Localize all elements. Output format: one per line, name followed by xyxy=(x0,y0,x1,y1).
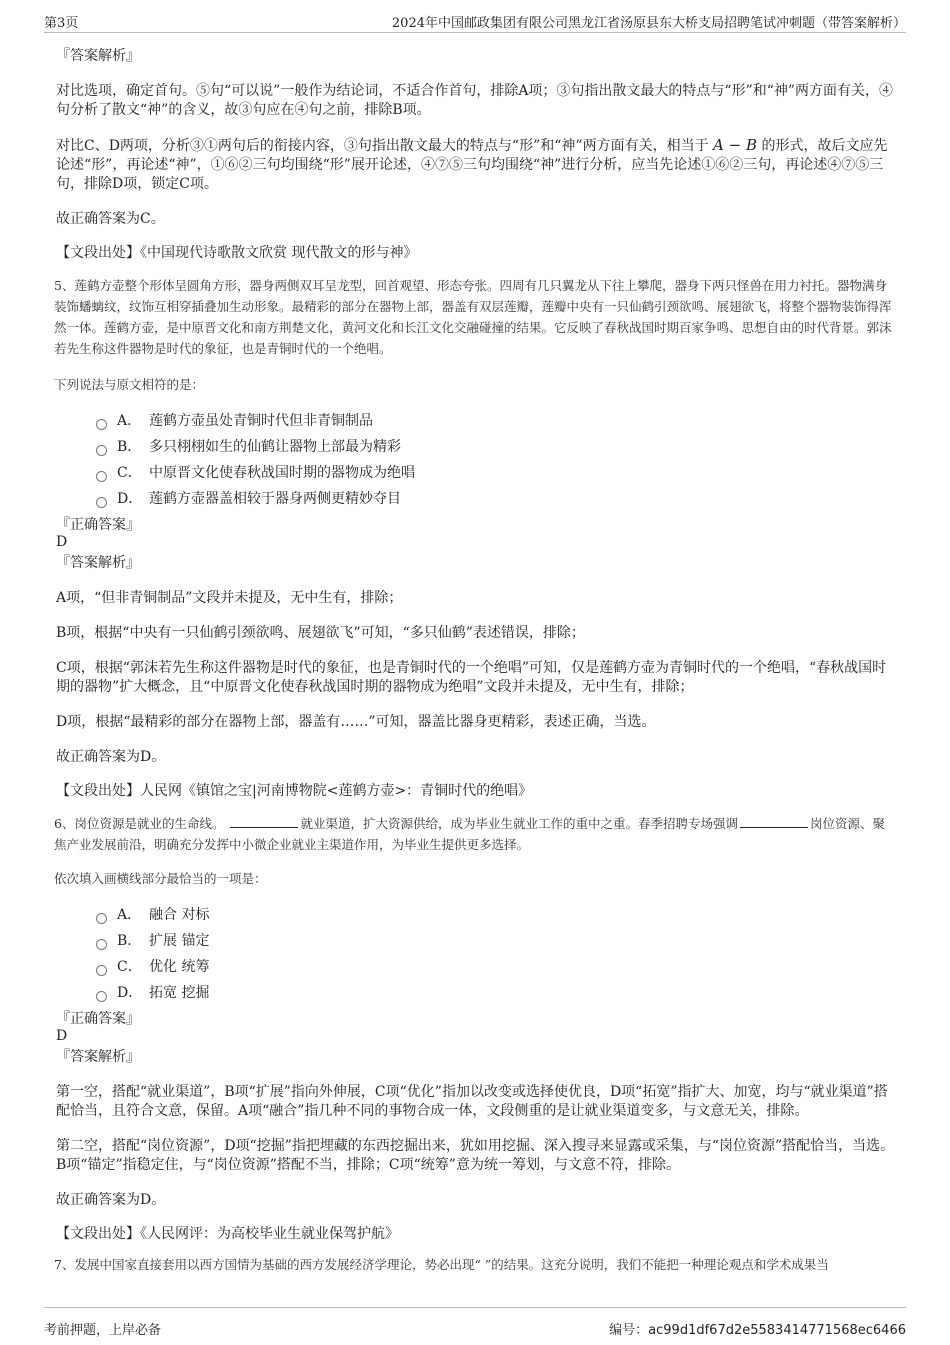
radio-icon[interactable] xyxy=(96,419,107,430)
header-divider xyxy=(44,32,906,33)
q6-conclusion: 故正确答案为D。 xyxy=(56,1192,166,1208)
radio-icon[interactable] xyxy=(96,471,107,482)
q6-text: 6、岗位资源是就业的生命线。 就业渠道，扩大资源供给，成为毕业生就业工作的重中之重。春季招聘专场强调 岗位资源、聚焦产业发展前沿，明确充分发挥中小微企业就业主渠道作用，为毕业生提供更多选择。 xyxy=(54,816,885,852)
q5-analysis-b: B项，根据“中央有一只仙鹤引颈欲鸣、展翅欲飞”可知，“多只仙鹤”表述错误，排除； xyxy=(56,625,585,641)
q5-conclusion: 故正确答案为D。 xyxy=(56,749,166,765)
fill-blank-1 xyxy=(230,815,298,828)
radio-icon[interactable] xyxy=(96,497,107,508)
q6-correct-answer: D xyxy=(56,1028,68,1044)
radio-icon[interactable] xyxy=(96,939,107,950)
radio-icon[interactable] xyxy=(96,445,107,456)
q4-analysis-label: 『答案解析』 xyxy=(56,48,140,64)
document-id: 编号：ac99d1df67d2e5583414771568ec6466 xyxy=(609,1323,906,1338)
footer-divider xyxy=(44,1307,906,1308)
q4-source: 【文段出处】《中国现代诗歌散文欣赏 现代散文的形与神》 xyxy=(56,245,418,261)
document-title: 2024年中国邮政集团有限公司黑龙江省汤原县东大桥支局招聘笔试冲刺题（带答案解析） xyxy=(391,16,906,31)
q4-analysis-p2-a: 对比C、D两项，分析③①两句后的衔接内容，③句指出散文最大的特点与“形”和“神”两方面有关，相当于 xyxy=(56,138,709,154)
radio-icon[interactable] xyxy=(96,913,107,924)
page-header xyxy=(0,0,950,34)
page-number: 第3页 xyxy=(44,16,79,31)
q5-source: 【文段出处】人民网《镇馆之宝|河南博物院<莲鹤方壶>：青铜时代的绝唱》 xyxy=(56,783,533,799)
q5-analysis-a: A项，“但非青铜制品”文段并未提及，无中生有，排除； xyxy=(56,590,403,606)
q5-option-b[interactable]: B． 多只栩栩如生的仙鹤让器物上部最为精彩 xyxy=(96,433,896,459)
q6-prompt: 依次填入画横线部分最恰当的一项是： xyxy=(54,871,267,886)
math-expression: A − B xyxy=(713,136,757,154)
q5-text: 5、莲鹤方壶整个形体呈圆角方形，器身两侧双耳呈龙型，回首观望、形态夸张。四周有几只翼龙从下往上攀爬，器身下两只怪兽在用力衬托。器物满身装饰蟠螭纹，纹饰互相穿插叠加生动形象。最精彩的部分在器物上部，器盖有双层莲瓣，莲瓣中央有一只仙鹤引颈欲鸣、展翅欲飞，将整个器物装饰得浑然一体。莲鹤方壶，是中原晋文化和南方荆楚文化，黄河文化和长江文化交融碰撞的结果。它反映了春秋战国时期百家争鸣、思想自由的时代背景。郭沫若先生称这件器物是时代的象征，也是青铜时代的一个绝唱。 xyxy=(54,278,892,356)
q6-option-d[interactable]: D． 拓宽 挖掘 xyxy=(96,979,896,1005)
q4-analysis-p1: 对比选项，确定首句。⑤句“可以说”一般作为结论词，不适合作首句，排除A项；③句指出散文最大的特点与“形”和“神”两方面有关，④句分析了散文“神”的含义，故③句应在④句之前，排除B项。 xyxy=(56,83,894,118)
q6-option-b[interactable]: B． 扩展 锚定 xyxy=(96,927,896,953)
q4-conclusion: 故正确答案为C。 xyxy=(56,211,165,227)
q5-option-c[interactable]: C． 中原晋文化使春秋战国时期的器物成为绝唱 xyxy=(96,459,896,485)
q5-analysis-label: 『答案解析』 xyxy=(56,555,140,571)
q6-options xyxy=(96,901,896,1005)
q5-analysis-c: C项，根据“郭沫若先生称这件器物是时代的象征，也是青铜时代的一个绝唱”可知，仅是莲鹤方壶为青铜时代的一个绝唱，“春秋战国时期的器物”扩大概念，且“中原晋文化使春秋战国时期的器物成为绝唱”文段并未提及，无中生有，排除； xyxy=(56,660,887,695)
q6-correct-label: 『正确答案』 xyxy=(56,1011,140,1027)
q7-text: 7、发展中国家直接套用以西方国情为基础的西方发展经济学理论，势必出现“ ”的结果。这充分说明，我们不能把一种理论观点和学术成果当 xyxy=(54,1257,829,1272)
q4-analysis-p2-b: 的形式，故后文应先论述“形”，再论述“神”，①⑥②三句均围绕“形”展开论述，④⑦⑤三句均围绕“神”进行分析，应当先论述①⑥②三句，再论述④⑦⑤三句，排除D项，锁定C项。 xyxy=(56,138,888,192)
page-footer xyxy=(0,1305,950,1345)
q5-options xyxy=(96,407,896,511)
q6-option-a[interactable]: A． 融合 对标 xyxy=(96,901,896,927)
page-content xyxy=(56,40,896,1275)
q4-analysis-p2 xyxy=(56,136,896,194)
radio-icon[interactable] xyxy=(96,991,107,1002)
q6-option-c[interactable]: C． 优化 统筹 xyxy=(96,953,896,979)
q6-source: 【文段出处】《人民网评：为高校毕业生就业保驾护航》 xyxy=(56,1226,399,1242)
q6-analysis-2: 第二空，搭配“岗位资源”，D项“挖掘”指把埋藏的东西挖掘出来，犹如用挖掘、深入搜寻来显露或采集，与“岗位资源”搭配恰当，当选。B项“锚定”指稳定住，与“岗位资源”搭配不当，排除；C项“统筹”意为统一筹划，与文意不符，排除。 xyxy=(56,1138,895,1173)
q6-analysis-1: 第一空，搭配“就业渠道”，B项“扩展”指向外伸展，C项“优化”指加以改变或选择使优良，D项“拓宽”指扩大、加宽，均与“就业渠道”搭配恰当，且符合文意，保留。A项“融合”指几种不同的事物合成一体，文段侧重的是让就业渠道变多，与文意无关，排除。 xyxy=(56,1084,888,1119)
q5-correct-answer: D xyxy=(56,534,68,550)
q5-option-a[interactable]: A． 莲鹤方壶虽处青铜时代但非青铜制品 xyxy=(96,407,896,433)
fill-blank-2 xyxy=(740,815,808,828)
q5-analysis-d: D项，根据“最精彩的部分在器物上部，器盖有……”可知，器盖比器身更精彩，表述正确，当选。 xyxy=(56,714,656,730)
q5-option-d[interactable]: D． 莲鹤方壶器盖相较于器身两侧更精妙夺目 xyxy=(96,485,896,511)
q5-prompt: 下列说法与原文相符的是： xyxy=(54,377,205,392)
footer-slogan: 考前押题，上岸必备 xyxy=(44,1323,162,1338)
radio-icon[interactable] xyxy=(96,965,107,976)
q6-analysis-label: 『答案解析』 xyxy=(56,1049,140,1065)
q5-correct-label: 『正确答案』 xyxy=(56,517,140,533)
